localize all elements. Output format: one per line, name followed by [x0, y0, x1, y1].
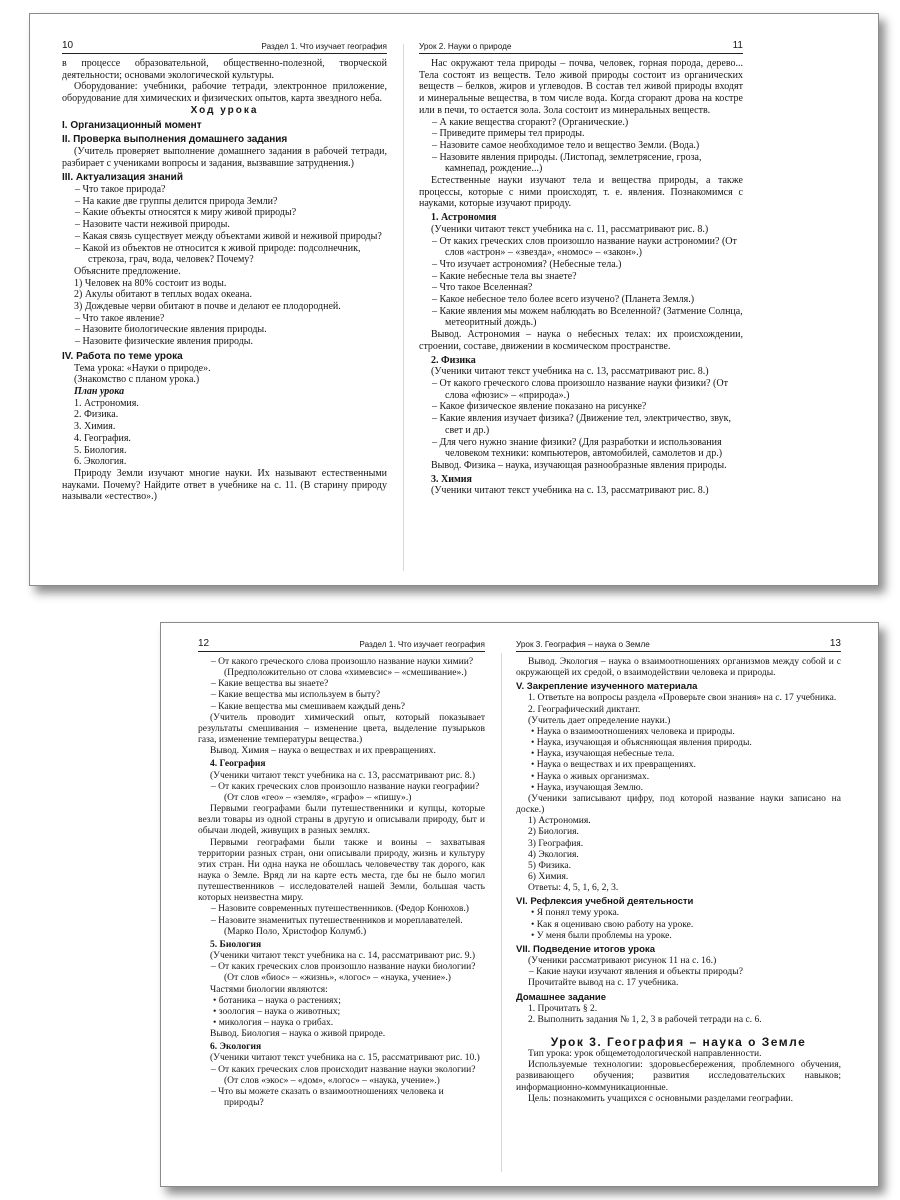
plan-heading: План урока [74, 385, 125, 397]
question-item: – Назовите современных путешественников. (Федор Конюхов.) [211, 903, 469, 915]
text-line: (Ученики рассматривают рисунок 11 на с. 16.) [528, 955, 717, 967]
text-line: 4) Экология. [528, 848, 579, 860]
lesson-progress-title: Ход урока [190, 104, 259, 116]
question-item: – Какие явления мы можем наблюдать во Вселенной? (Затмение Солнца, метеоритный дождь.) [432, 305, 743, 329]
paragraph: (Ученики читают текст учебника на с. 13, рассматривают рис. 8.) [431, 366, 709, 378]
text-line: 3. Химия. [74, 421, 116, 433]
text-line: 1. Астрономия. [74, 397, 139, 409]
paragraph: Первыми географами были путешественники и купцы, которые везли товары из одной страны в другую и описывали природу, быт и обычаи людей, живущих в разных землях. [198, 803, 485, 837]
text-line: Вывод. Биология – наука о живой природе. [210, 1028, 386, 1040]
text-line: 4. География. [74, 432, 131, 444]
question-item: – Какое небесное тело более всего изучено? (Планета Земля.) [432, 294, 695, 306]
lesson-title: Урок 3. География – наука о Земле [550, 1035, 807, 1049]
bullet-item: • Наука, изучающая и объясняющая явления природы. [531, 737, 752, 749]
question-item: – Назовите биологические явления природы. [75, 324, 267, 336]
question-item: – Назовите знаменитых путешественников и мореплавателей. (Марко Поло, Христофор Колумб.) [211, 914, 463, 937]
question-item: – Что вы можете сказать о взаимоотношениях человека и природы? [211, 1085, 444, 1109]
text-line: 2) Биология. [528, 826, 579, 838]
question-item: – Какая связь существует между объектами живой и неживой природы? [75, 230, 382, 242]
subsection-heading: 4. География [210, 758, 266, 770]
paragraph: (Учитель проверяет выполнение домашнего задания в рабочей тетради, разбирает с учениками вопросы и задания, вызвавшие затруднения.) [62, 145, 387, 169]
bullet-item: • ботаника – наука о растениях; [213, 994, 341, 1006]
page-number: 13 [829, 638, 841, 649]
question-item: – От какого греческого слова произошло название науки химии? (Предположительно от слова «химевсис» – «смешивание».) [211, 656, 474, 679]
page-number: 12 [198, 638, 210, 649]
paragraph: Естественные науки изучают тела и вещества природы, а также процессы, которые с ними происходят, т. е. явления. Познакомимся с науками, которые изучают природу. [419, 175, 743, 210]
section-title: Урок 2. Науки о природе [419, 42, 512, 51]
text-line: 2. Физика. [74, 409, 119, 421]
book-spread-top [29, 13, 879, 586]
question-item: – Что такое Вселенная? [432, 282, 533, 294]
section-heading: VI. Рефлексия учебной деятельности [516, 896, 694, 908]
subsection-heading: 6. Экология [210, 1041, 262, 1053]
text-line: (Знакомство с планом урока.) [74, 374, 200, 386]
page-11 [419, 14, 743, 585]
subsection-heading: 1. Астрономия [431, 212, 497, 224]
text-line: 5. Биология. [74, 444, 127, 456]
question-item: – От какого греческого слова произошло название науки физики? (От слова «фюзис» – «природа».) [432, 377, 728, 401]
text-line: 6) Химия. [528, 870, 569, 882]
question-item: – Что изучает астрономия? (Небесные тела.) [432, 258, 622, 270]
bullet-item: • Как я оцениваю свою работу на уроке. [531, 918, 694, 930]
question-item: – Какие явления изучает физика? (Движение тел, электричество, звук, свет и др.) [432, 413, 731, 436]
subsection-heading: 3. Химия [431, 473, 472, 485]
paragraph: Оборудование: учебники, рабочие тетради, электронное приложение, оборудование для химических и физических опытов, карта звездного неба. [62, 81, 387, 105]
text-line: 3) География. [528, 837, 584, 849]
paragraph: Используемые технологии: здоровьесбережения, проблемного обучения, развивающего обучения; развития исследовательских навыков; информационно-коммуникационные. [516, 1059, 841, 1093]
question-item: – Что такое явление? [75, 312, 165, 324]
question-item: – От каких греческих слов произошло название науки биологии? (От слов «биос» – «жизнь», «логос» – «наука, учение».) [211, 961, 476, 984]
question-item: – Какие вещества мы используем в быту? [211, 689, 381, 701]
paragraph: 1. Ответьте на вопросы раздела «Проверьте свои знания» на с. 17 учебника. [528, 692, 837, 704]
text-line: 1. Прочитать § 2. [528, 1002, 598, 1014]
question-item: – От каких греческих слов происходит название науки экологии? (От слов «экос» – «дом», «логос» – «наука, учение».) [211, 1063, 476, 1086]
paragraph: (Ученики читают текст учебника на с. 13, рассматривают рис. 8.) [210, 769, 476, 781]
running-header [62, 39, 387, 54]
question-item: – Какое физическое явление показано на рисунке? [432, 401, 647, 413]
section-title: Раздел 1. Что изучает география [261, 42, 387, 51]
question-item: – От каких греческих слов произошло название науки астрономии? (От слов «астрон» – «звезда», «номос» – «закон».) [432, 235, 737, 259]
question-item: – Какой из объектов не относится к живой природе: подсолнечник, стрекоза, грач, вода, человек? Почему? [75, 242, 361, 266]
bullet-item: • Наука, изучающая небесные тела. [531, 748, 675, 760]
question-item: – Назовите физические явления природы. [75, 336, 254, 348]
paragraph: (Ученики записывают цифру, под которой название науки записано на доске.) [516, 792, 841, 816]
paragraph: (Ученики читают текст учебника на с. 13, рассматривают рис. 8.) [431, 485, 709, 497]
paragraph: в процессе образовательной, общественно-полезной, творческой деятельности; основами экологической культуры. [62, 58, 387, 81]
running-header [198, 637, 485, 652]
running-header [516, 637, 841, 652]
question-item: – Для чего нужно знание физики? (Для разработки и использования человеком техники: компьютеров, автомобилей, самолетов и др.) [432, 436, 723, 460]
text-line: 5) Физика. [528, 859, 571, 871]
question-item: – Какие вещества мы смешиваем каждый день? [211, 700, 405, 712]
text-line: Тема урока: «Науки о природе». [74, 362, 211, 374]
text-line: Объясните предложение. [74, 265, 181, 277]
text-line: 2. Выполнить задания № 1, 2, 3 в рабочей тетради на с. 6. [528, 1013, 762, 1025]
text-line: Частями биологии являются: [210, 983, 328, 995]
section-heading: V. Закрепление изученного материала [516, 681, 698, 693]
bullet-item: • У меня были проблемы на уроке. [531, 929, 672, 941]
question-item: – Назовите части неживой природы. [75, 219, 230, 231]
page-13 [516, 623, 841, 1186]
page-gutter [403, 44, 404, 571]
book-spread-bottom [160, 622, 879, 1187]
question-item: – Какие объекты относятся к миру живой природы? [75, 207, 297, 219]
section-heading: Домашнее задание [516, 991, 607, 1003]
text-line: 2) Акулы обитают в теплых водах океана. [74, 289, 252, 301]
question-item: – Назовите явления природы. (Листопад, землетрясение, гроза, камнепад, рождение...) [432, 151, 702, 175]
paragraph: Вывод. Химия – наука о веществах и их превращениях. [210, 745, 436, 757]
subsection-heading: 2. Физика [431, 354, 476, 366]
paragraph: Природу Земли изучают многие науки. Их называют естественными науками. Почему? Найдите ответ в учебнике на с. 11. (В старину природу называли «естество».) [62, 467, 387, 503]
question-item: – Приведите примеры тел природы. [432, 128, 585, 140]
paragraph: (Ученики читают текст учебника на с. 14, рассматривают рис. 9.) [210, 950, 476, 962]
page-body [516, 656, 841, 1104]
paragraph: Тип урока: урок общеметодологической направленности. [528, 1048, 762, 1060]
section-heading: III. Актуализация знаний [62, 172, 183, 184]
text-line: 6. Экология. [74, 456, 127, 468]
question-item: – Что такое природа? [75, 184, 166, 196]
bullet-item: • зоология – наука о животных; [213, 1005, 341, 1017]
text-line: 1) Человек на 80% состоит из воды. [74, 277, 227, 289]
text-line: Ответы: 4, 5, 1, 6, 2, 3. [528, 882, 619, 894]
running-header [419, 39, 743, 54]
paragraph: Вывод. Экология – наука о взаимоотношениях организмов между собой и с окружающей их средой, о взаимодействии человека и природы. [516, 656, 841, 679]
bullet-item: • Наука, изучающая Землю. [531, 781, 643, 793]
paragraph: (Ученики читают текст учебника на с. 15, рассматривают рис. 10.) [210, 1052, 480, 1064]
section-title: Урок 3. География – наука о Земле [516, 640, 650, 649]
question-item: – Какие небесные тела вы знаете? [432, 270, 577, 282]
paragraph: Первыми географами были также и воины – захватывая территории разных стран, они описывали природу, жизнь и культуру этих стран. Ни одна наука не обошлась человечеству так дорого, как наука о Земле. Вряд ли на карте есть места, где бы не было могил путешественников – исследователей нашей Земли, большая часть которых неизвестна миру. [198, 836, 485, 904]
text-line: 2. Географический диктант. [528, 703, 641, 715]
bullet-item: • Наука о веществах и их превращениях. [531, 759, 696, 771]
page-12 [198, 623, 485, 1186]
question-item: – На какие две группы делится природа Земли? [75, 195, 278, 207]
section-heading: II. Проверка выполнения домашнего задания [62, 134, 288, 146]
subsection-heading: 5. Биология [210, 938, 262, 950]
paragraph: (Ученики читают текст учебника на с. 11, рассматривают рис. 8.) [431, 223, 709, 235]
section-heading: VII. Подведение итогов урока [516, 943, 656, 955]
paragraph: Вывод. Физика – наука, изучающая разнообразные явления природы. [431, 459, 727, 471]
paragraph: Вывод. Астрономия – наука о небесных телах: их происхождении, строении, составе, движении в космическом пространстве. [419, 329, 743, 352]
page-body [419, 58, 743, 497]
bullet-item: • микология – наука о грибах. [213, 1017, 334, 1028]
question-item: – Какие науки изучают явления и объекты природы? [529, 966, 743, 978]
text-line: 3) Дождевые черви обитают в почве и делают ее плодородней. [74, 301, 341, 313]
text-line: 1) Астрономия. [528, 815, 591, 827]
text-line: Прочитайте вывод на с. 17 учебника. [528, 977, 679, 989]
page-number: 10 [62, 40, 74, 51]
paragraph: (Учитель проводит химический опыт, который показывает результаты смешивания – изменение цвета, выделение пузырьков газа, изменение температуры вещества.) [198, 711, 485, 746]
page-body [62, 58, 387, 503]
section-heading: I. Организационный момент [62, 119, 202, 131]
page-number: 11 [732, 40, 743, 51]
section-title: Раздел 1. Что изучает география [359, 640, 485, 649]
question-item: – Какие вещества вы знаете? [211, 678, 329, 690]
text-line: (Учитель дает определение науки.) [528, 714, 671, 726]
page-gutter [501, 653, 502, 1172]
paragraph: Цель: познакомить учащихся с основными разделами географии. [528, 1092, 793, 1104]
page-body [198, 656, 485, 1108]
bullet-item: • Наука о взаимоотношениях человека и природы. [531, 725, 735, 737]
section-heading: IV. Работа по теме урока [62, 350, 183, 362]
question-item: – Назовите самое необходимое тело и вещество Земли. (Вода.) [432, 139, 700, 151]
page-10 [62, 14, 387, 585]
question-item: – А какие вещества сгорают? (Органические.) [432, 116, 629, 128]
bullet-item: • Наука о живых организмах. [531, 770, 650, 782]
question-item: – От каких греческих слов произошло название науки географии? (От слов «гео» – «земля», «графо» – «пишу».) [211, 780, 480, 803]
bullet-item: • Я понял тему урока. [531, 907, 620, 919]
paragraph: Нас окружают тела природы – почва, человек, горная порода, дерево... Тела состоят из веществ. Тело живой природы состоит из органических веществ – белков, жиров и углеводов. В состав тел живой природы входят и минеральные вещества, в том числе вода. Когда сгорают дрова на костре или в печи, то остается зола. Зола состоит из минеральных веществ. [419, 58, 743, 116]
